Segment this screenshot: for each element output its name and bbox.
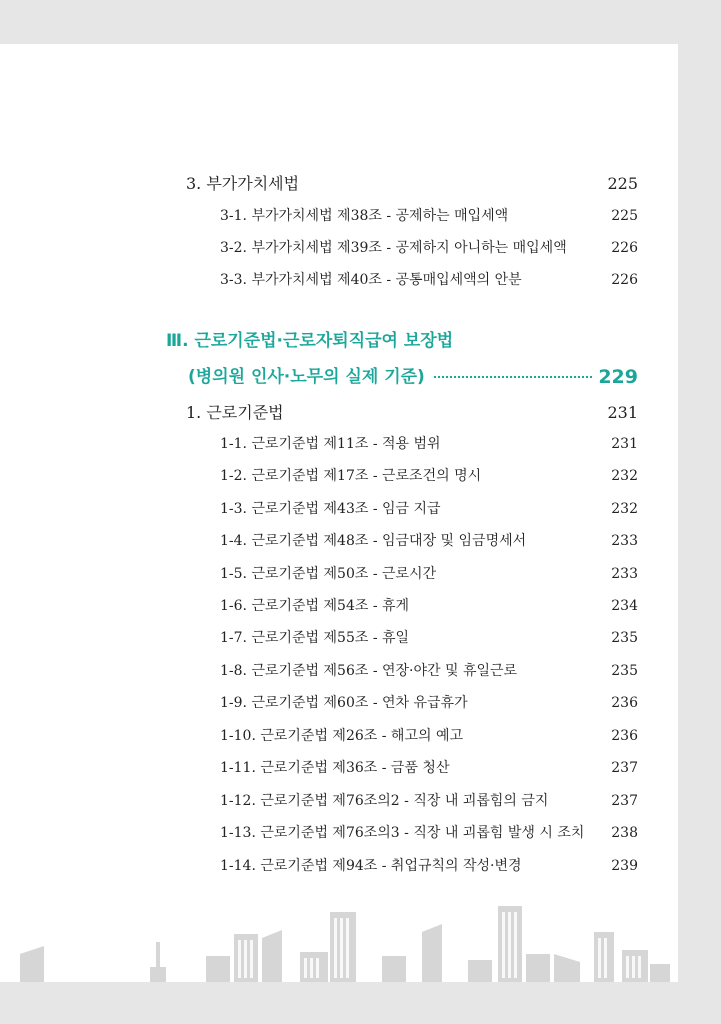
toc-item-label: 3-1. 부가가치세법 제38조 - 공제하는 매입세액	[220, 208, 509, 224]
toc-item[interactable]	[220, 625, 638, 651]
toc-item[interactable]	[220, 723, 638, 749]
toc-page-number: 226	[611, 240, 638, 256]
toc-item-label: 3-2. 부가가치세법 제39조 - 공제하지 아니하는 매입세액	[220, 240, 567, 256]
toc-item-label: 1-5. 근로기준법 제50조 - 근로시간	[220, 566, 437, 582]
toc-item-label: 1-2. 근로기준법 제17조 - 근로조건의 명시	[220, 468, 482, 484]
toc-item[interactable]	[220, 788, 638, 814]
toc-item[interactable]	[220, 820, 638, 846]
dot-leader	[433, 376, 595, 378]
toc-page-number: 239	[611, 858, 638, 874]
toc-item-label: 1-9. 근로기준법 제60조 - 연차 유급휴가	[220, 695, 468, 711]
toc-item[interactable]	[220, 561, 638, 587]
toc-item-label: 1-13. 근로기준법 제76조의3 - 직장 내 괴롭힘 발생 시 조치	[220, 825, 585, 841]
toc-item-label: 1-14. 근로기준법 제94조 - 취업규칙의 작성·변경	[220, 858, 522, 874]
toc-item-label: 1-12. 근로기준법 제76조의2 - 직장 내 괴롭힘의 금지	[220, 793, 549, 809]
toc-item-label: 1-3. 근로기준법 제43조 - 임금 지급	[220, 501, 441, 517]
toc-page-number: 233	[611, 533, 638, 549]
toc-item[interactable]	[220, 431, 638, 457]
toc-page-number: 231	[611, 436, 638, 452]
toc-page-number: 236	[611, 695, 638, 711]
toc-page-number: 235	[611, 630, 638, 646]
toc-item-label: 1-11. 근로기준법 제36조 - 금품 청산	[220, 760, 450, 776]
toc-page-number: 225	[611, 208, 638, 224]
chapter-subtitle-row[interactable]	[166, 363, 638, 391]
toc-item[interactable]	[220, 267, 638, 293]
toc-section-title: 3. 부가가치세법	[186, 174, 300, 193]
toc-section-labor[interactable]	[186, 400, 638, 426]
toc-page-number: 237	[611, 760, 638, 776]
toc-page-number: 237	[611, 793, 638, 809]
toc-item-label: 3-3. 부가가치세법 제40조 - 공통매입세액의 안분	[220, 272, 522, 288]
toc-item-label: 1-7. 근로기준법 제55조 - 휴일	[220, 630, 410, 646]
toc-page-number: 238	[611, 825, 638, 841]
toc-page-number: 226	[611, 272, 638, 288]
toc-section-title: 1. 근로기준법	[186, 403, 284, 422]
toc-page-number: 233	[611, 566, 638, 582]
toc-item-label: 1-10. 근로기준법 제26조 - 해고의 예고	[220, 728, 463, 744]
toc-item[interactable]	[220, 496, 638, 522]
chapter-subtitle: (병의원 인사·노무의 실제 기준)	[188, 367, 425, 387]
chapter-title[interactable]: Ⅲ. 근로기준법·근로자퇴직급여 보장법	[166, 331, 454, 351]
toc-item[interactable]	[220, 203, 638, 229]
toc-page-number: 225	[607, 174, 638, 193]
toc-item-label: 1-1. 근로기준법 제11조 - 적용 범위	[220, 436, 441, 452]
toc-item-label: 1-6. 근로기준법 제54조 - 휴게	[220, 598, 410, 614]
toc-item[interactable]	[220, 463, 638, 489]
toc-item-label: 1-8. 근로기준법 제56조 - 연장·야간 및 휴일근로	[220, 663, 518, 679]
toc-page-number: 235	[611, 663, 638, 679]
toc-item-label: 1-4. 근로기준법 제48조 - 임금대장 및 임금명세서	[220, 533, 527, 549]
toc-page-number: 234	[611, 598, 638, 614]
chapter-page-number: 229	[598, 366, 638, 388]
toc-page-number: 232	[611, 501, 638, 517]
toc-page-number: 232	[611, 468, 638, 484]
toc-item[interactable]	[220, 755, 638, 781]
city-skyline-illustration	[0, 872, 678, 982]
toc-item[interactable]	[220, 658, 638, 684]
toc-page-number: 231	[607, 403, 638, 422]
document-page	[0, 44, 678, 982]
toc-item[interactable]	[220, 690, 638, 716]
toc-item[interactable]	[220, 593, 638, 619]
toc-item[interactable]	[220, 235, 638, 261]
toc-section-vat[interactable]	[186, 171, 638, 197]
toc-item[interactable]	[220, 528, 638, 554]
toc-page-number: 236	[611, 728, 638, 744]
